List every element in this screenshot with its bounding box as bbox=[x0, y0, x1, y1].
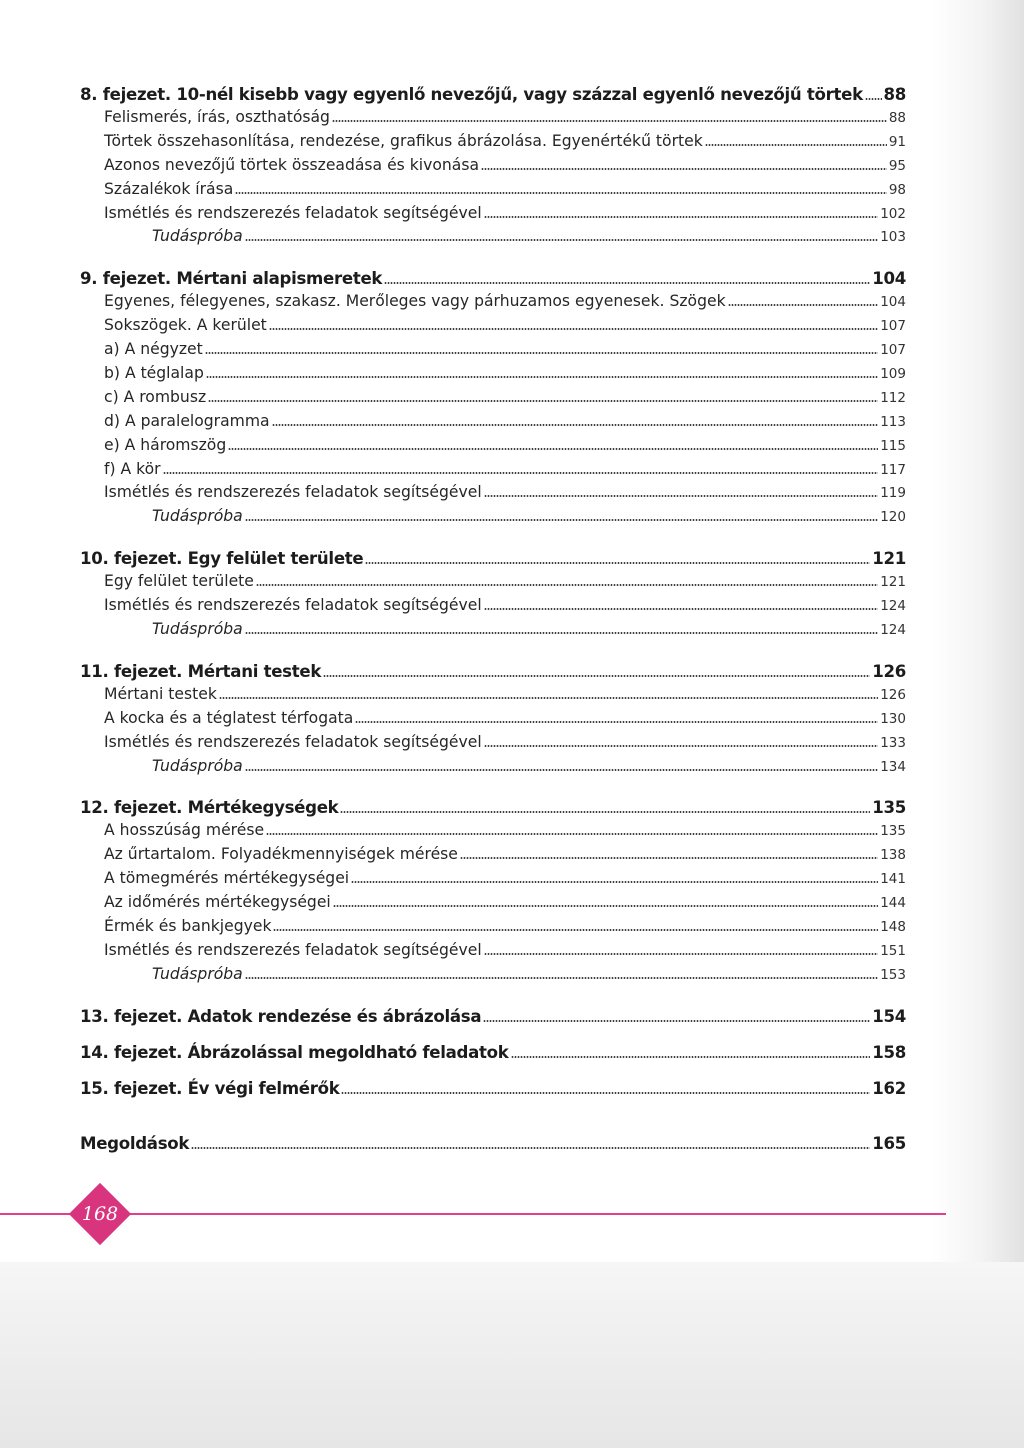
toc-entry[interactable] bbox=[80, 683, 906, 707]
dot-leader bbox=[481, 168, 887, 170]
toc-entry[interactable] bbox=[80, 106, 906, 130]
entry-title: Érmék és bankjegyek bbox=[104, 917, 272, 936]
entry-page: 141 bbox=[880, 871, 906, 888]
entry-page: 98 bbox=[888, 181, 906, 198]
chapter-title: 11. fejezet. Mértani testek bbox=[80, 661, 322, 681]
dot-leader bbox=[351, 881, 878, 883]
entry-title: Egy felület területe bbox=[104, 572, 254, 591]
toc-entry[interactable] bbox=[80, 154, 906, 178]
entry-title: a) A négyzet bbox=[104, 340, 203, 359]
chapter-page: 154 bbox=[872, 1006, 906, 1026]
entry-page: 126 bbox=[880, 686, 906, 703]
spacer bbox=[80, 1100, 906, 1119]
chapter-title: 15. fejezet. Év végi felmérők bbox=[80, 1078, 340, 1098]
toc-chapter-15[interactable] bbox=[80, 1078, 906, 1100]
toc-entry[interactable] bbox=[80, 481, 906, 505]
entry-title: Ismétlés és rendszerezés feladatok segítségével bbox=[104, 203, 482, 222]
dot-leader bbox=[273, 929, 878, 931]
toc-entry[interactable] bbox=[80, 434, 906, 458]
dot-leader bbox=[341, 1092, 870, 1094]
spacer bbox=[80, 987, 906, 1006]
dot-leader bbox=[340, 811, 870, 813]
dot-leader bbox=[228, 448, 878, 450]
dot-leader bbox=[163, 472, 879, 474]
spacer bbox=[80, 249, 906, 268]
dot-leader bbox=[208, 400, 878, 402]
entry-title: Tudáspróba bbox=[152, 227, 243, 246]
entry-title: Felismerés, írás, oszthatóság bbox=[104, 108, 330, 126]
entry-page: 117 bbox=[880, 461, 906, 478]
entry-page: 120 bbox=[880, 509, 906, 526]
dot-leader bbox=[191, 1147, 870, 1149]
entry-page: 91 bbox=[888, 133, 906, 150]
chapter-title: 10. fejezet. Egy felület területe bbox=[80, 549, 364, 569]
dot-leader bbox=[245, 977, 878, 979]
toc-entry[interactable] bbox=[80, 458, 906, 482]
entry-title: Ismétlés és rendszerezés feladatok segítségével bbox=[104, 732, 482, 751]
spacer bbox=[80, 642, 906, 661]
entry-title: Tudáspróba bbox=[152, 507, 243, 526]
toc-chapter-14[interactable] bbox=[80, 1042, 906, 1064]
dot-leader bbox=[728, 304, 879, 306]
dot-leader bbox=[384, 282, 870, 284]
toc-entry[interactable] bbox=[80, 130, 906, 154]
toc-entry[interactable] bbox=[80, 939, 906, 963]
entry-page: 95 bbox=[888, 157, 906, 174]
entry-page: 124 bbox=[880, 622, 906, 639]
entry-title: c) A rombusz bbox=[104, 387, 207, 406]
dot-leader bbox=[365, 562, 870, 564]
chapter-page: 126 bbox=[872, 661, 906, 681]
chapter-page: 135 bbox=[872, 798, 906, 818]
chapter-title: Megoldások bbox=[80, 1133, 190, 1153]
dot-leader bbox=[219, 697, 878, 699]
entry-title: f) A kör bbox=[104, 459, 161, 478]
dot-leader bbox=[511, 1056, 871, 1058]
toc-chapter-8[interactable] bbox=[80, 84, 906, 106]
entry-page: 148 bbox=[880, 919, 906, 936]
entry-page: 119 bbox=[880, 485, 906, 502]
dot-leader bbox=[235, 192, 887, 194]
dot-leader bbox=[460, 857, 878, 859]
entry-title: Törtek összehasonlítása, rendezése, grafikus ábrázolása. Egyenértékű törtek bbox=[104, 131, 703, 150]
dot-leader bbox=[484, 953, 879, 955]
dot-leader bbox=[484, 216, 879, 218]
dot-leader bbox=[484, 608, 879, 610]
entry-page: 112 bbox=[880, 389, 906, 406]
entry-title: Az űrtartalom. Folyadékmennyiségek mérése bbox=[104, 845, 458, 864]
dot-leader bbox=[865, 98, 882, 100]
dot-leader bbox=[266, 833, 878, 835]
entry-title: b) A téglalap bbox=[104, 364, 204, 383]
page-number: 168 bbox=[81, 1203, 119, 1225]
entry-title: A kocka és a téglatest térfogata bbox=[104, 708, 354, 727]
dot-leader bbox=[272, 424, 879, 426]
entry-page: 135 bbox=[880, 823, 906, 840]
dot-leader bbox=[355, 721, 878, 723]
toc-entry[interactable] bbox=[80, 594, 906, 618]
entry-page: 115 bbox=[880, 437, 906, 454]
entry-page: 109 bbox=[880, 366, 906, 383]
chapter-title: 13. fejezet. Adatok rendezése és ábrázolása bbox=[80, 1006, 482, 1026]
entry-page: 138 bbox=[880, 847, 906, 864]
toc-entry-test[interactable] bbox=[80, 618, 906, 642]
entry-page: 134 bbox=[880, 758, 906, 775]
dot-leader bbox=[206, 376, 878, 378]
entry-title: Az időmérés mértékegységei bbox=[104, 893, 331, 912]
toc-chapter-10[interactable] bbox=[80, 548, 906, 570]
entry-page: 113 bbox=[880, 413, 906, 430]
entry-title: Tudáspróba bbox=[152, 620, 243, 639]
toc-entry[interactable] bbox=[80, 570, 906, 594]
spacer bbox=[80, 778, 906, 797]
entry-page: 103 bbox=[880, 229, 906, 246]
dot-leader bbox=[483, 1020, 870, 1022]
toc-entry[interactable] bbox=[80, 314, 906, 338]
entry-title: Ismétlés és rendszerezés feladatok segítségével bbox=[104, 596, 482, 615]
dot-leader bbox=[705, 144, 887, 146]
spacer bbox=[80, 1119, 906, 1133]
dot-leader bbox=[333, 905, 878, 907]
entry-page: 130 bbox=[880, 710, 906, 727]
entry-title: Sokszögek. A kerület bbox=[104, 316, 267, 335]
toc-entry[interactable] bbox=[80, 731, 906, 755]
dot-leader bbox=[323, 675, 870, 677]
entry-title: A tömegmérés mértékegységei bbox=[104, 869, 350, 888]
dot-leader bbox=[245, 769, 878, 771]
toc-chapter-9[interactable] bbox=[80, 268, 906, 290]
toc-entry[interactable] bbox=[80, 338, 906, 362]
toc-entry[interactable] bbox=[80, 891, 906, 915]
chapter-page: 162 bbox=[872, 1078, 906, 1098]
entry-page: 102 bbox=[880, 205, 906, 222]
entry-title: Százalékok írása bbox=[104, 179, 234, 198]
chapter-page: 104 bbox=[872, 269, 906, 289]
entry-title: Tudáspróba bbox=[152, 756, 243, 775]
entry-title: Azonos nevezőjű törtek összeadása és kivonása bbox=[104, 155, 479, 174]
toc-chapter-13[interactable] bbox=[80, 1006, 906, 1028]
entry-page: 104 bbox=[880, 294, 906, 311]
entry-title: Tudáspróba bbox=[152, 964, 243, 983]
chapter-title: 8. fejezet. 10-nél kisebb vagy egyenlő nevezőjű, vagy százzal egyenlő nevezőjű törtek bbox=[80, 85, 863, 104]
footer-rule bbox=[0, 1213, 946, 1215]
entry-title: e) A háromszög bbox=[104, 435, 227, 454]
entry-page: 107 bbox=[880, 342, 906, 359]
spacer bbox=[80, 1028, 906, 1042]
toc-entry[interactable] bbox=[80, 819, 906, 843]
chapter-title: 12. fejezet. Mértékegységek bbox=[80, 798, 339, 818]
entry-page: 151 bbox=[880, 942, 906, 959]
dot-leader bbox=[269, 328, 878, 330]
entry-page: 144 bbox=[880, 895, 906, 912]
toc-entry[interactable] bbox=[80, 178, 906, 202]
toc-entry[interactable] bbox=[80, 362, 906, 386]
toc-entry[interactable] bbox=[80, 386, 906, 410]
dot-leader bbox=[484, 495, 879, 497]
chapter-title: 9. fejezet. Mértani alapismeretek bbox=[80, 269, 383, 289]
toc-chapter-11[interactable] bbox=[80, 661, 906, 683]
dot-leader bbox=[332, 120, 887, 122]
dot-leader bbox=[245, 519, 878, 521]
toc-chapter-12[interactable] bbox=[80, 797, 906, 819]
spacer bbox=[80, 1064, 906, 1078]
chapter-page: 165 bbox=[872, 1133, 906, 1153]
toc-entry[interactable] bbox=[80, 202, 906, 226]
entry-title: A hosszúság mérése bbox=[104, 821, 265, 840]
entry-page: 121 bbox=[880, 574, 906, 591]
entry-page: 88 bbox=[888, 110, 906, 126]
dot-leader bbox=[256, 584, 878, 586]
toc-entry-test[interactable] bbox=[80, 963, 906, 987]
entry-page: 133 bbox=[880, 734, 906, 751]
toc-entry-test[interactable] bbox=[80, 505, 906, 529]
toc-entry[interactable] bbox=[80, 410, 906, 434]
toc-entry[interactable] bbox=[80, 707, 906, 731]
toc-entry[interactable] bbox=[80, 867, 906, 891]
toc-solutions[interactable] bbox=[80, 1133, 906, 1155]
toc-entry[interactable] bbox=[80, 843, 906, 867]
toc-entry[interactable] bbox=[80, 290, 906, 314]
chapter-page: 158 bbox=[872, 1042, 906, 1062]
toc-entry-test[interactable] bbox=[80, 225, 906, 249]
entry-page: 124 bbox=[880, 598, 906, 615]
table-of-contents bbox=[80, 84, 906, 1155]
dot-leader bbox=[245, 239, 878, 241]
entry-title: Egyenes, félegyenes, szakasz. Merőleges vagy párhuzamos egyenesek. Szögek bbox=[104, 292, 726, 311]
dot-leader bbox=[205, 352, 879, 354]
chapter-page: 121 bbox=[872, 549, 906, 569]
dot-leader bbox=[245, 632, 878, 634]
entry-page: 107 bbox=[880, 318, 906, 335]
toc-entry-test[interactable] bbox=[80, 755, 906, 779]
chapter-page: 88 bbox=[883, 85, 906, 104]
page-edge-shadow bbox=[932, 0, 1024, 1448]
entry-title: Ismétlés és rendszerezés feladatok segítségével bbox=[104, 940, 482, 959]
entry-title: d) A paralelogramma bbox=[104, 411, 270, 430]
spacer bbox=[80, 529, 906, 548]
chapter-title: 14. fejezet. Ábrázolással megoldható feladatok bbox=[80, 1042, 509, 1062]
entry-page: 153 bbox=[880, 966, 906, 983]
entry-title: Ismétlés és rendszerezés feladatok segítségével bbox=[104, 483, 482, 502]
entry-title: Mértani testek bbox=[104, 684, 217, 703]
dot-leader bbox=[484, 745, 879, 747]
bottom-margin bbox=[0, 1262, 1024, 1448]
toc-entry[interactable] bbox=[80, 915, 906, 939]
